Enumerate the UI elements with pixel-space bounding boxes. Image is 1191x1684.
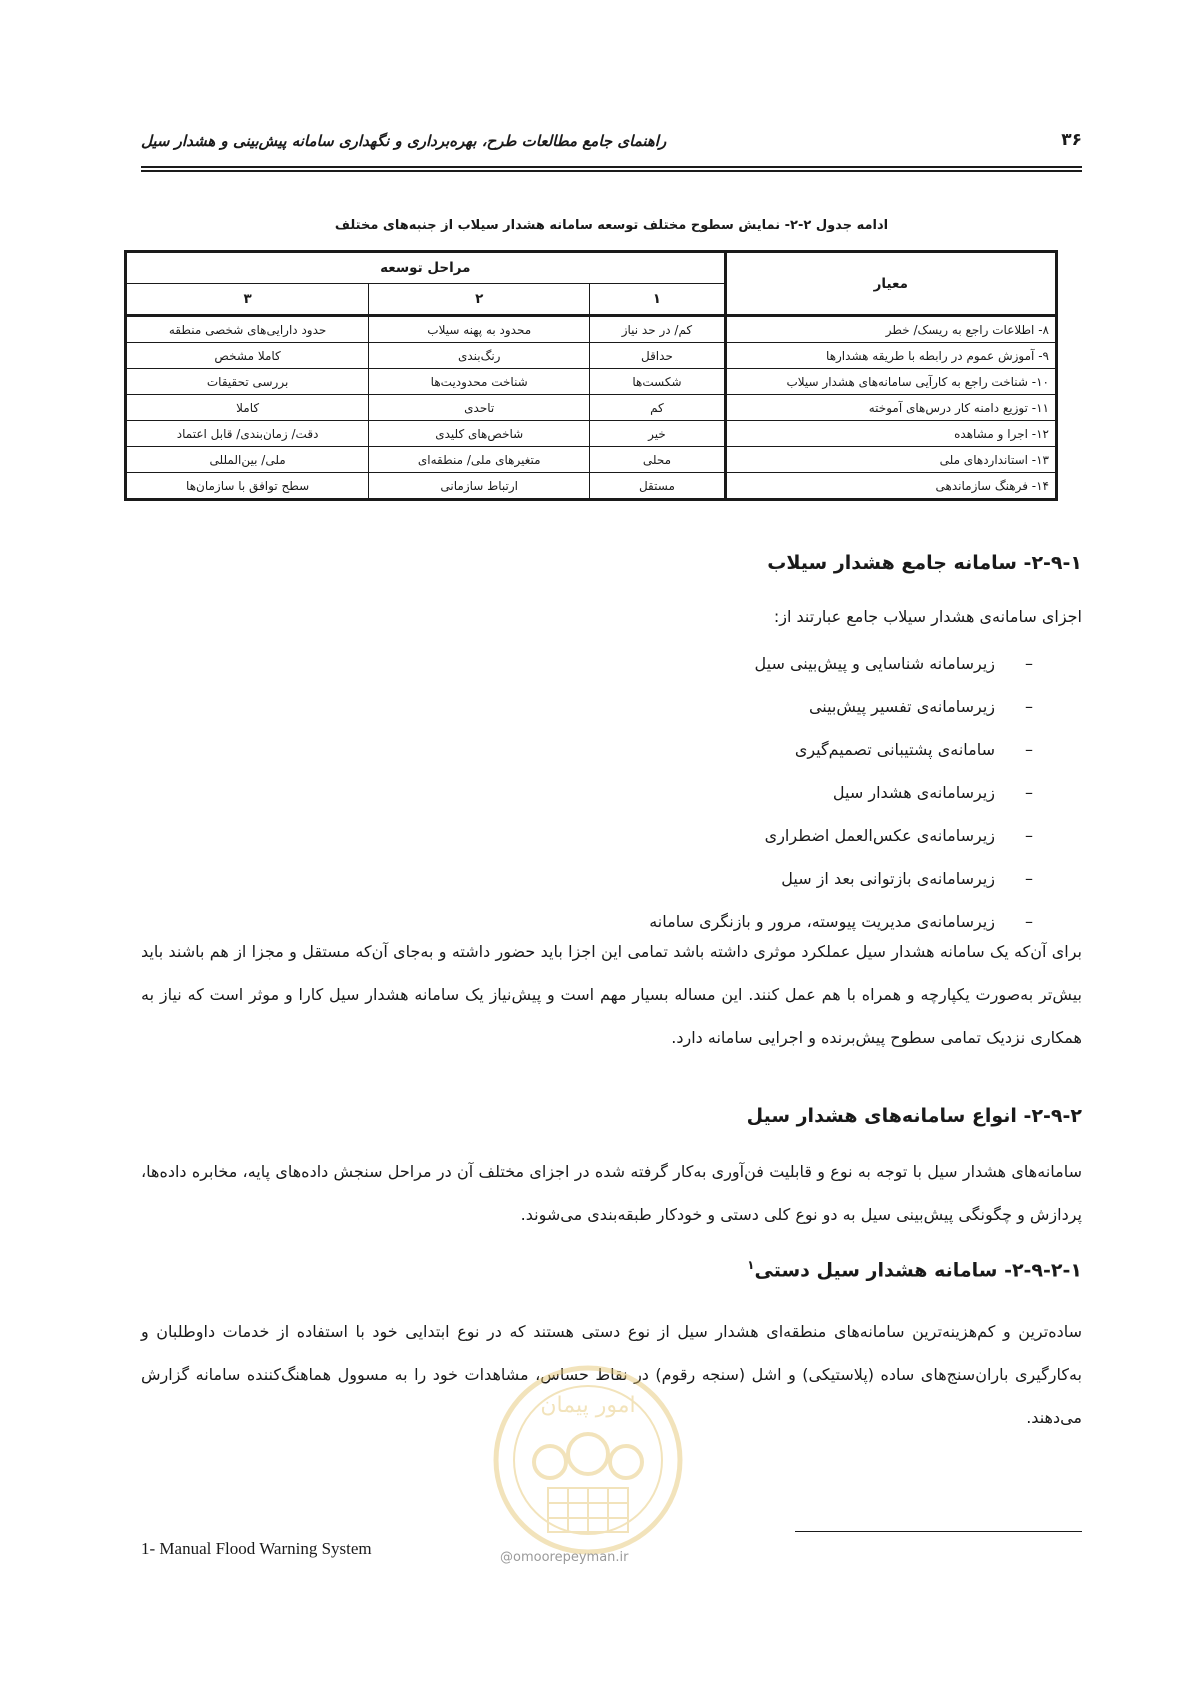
stage-1-cell: شکست‌ها xyxy=(590,369,725,395)
table-row xyxy=(126,343,1057,369)
stage-3-cell: کاملا مشخص xyxy=(126,343,369,369)
stage-2-header: ۲ xyxy=(369,284,590,316)
footnote-divider xyxy=(795,1531,1082,1532)
stage-3-cell: کاملا xyxy=(126,395,369,421)
footnote-marker: ۱ xyxy=(747,1258,755,1272)
criterion-cell: ۱۴- فرهنگ سازماندهی xyxy=(725,473,1056,500)
list-item-text: زیرسامانه‌ی تفسیر پیش‌بینی xyxy=(808,697,995,716)
development-levels-table xyxy=(124,250,1058,501)
list-item-text: زیرسامانه‌ی هشدار سیل xyxy=(832,783,995,802)
bullet-dash: – xyxy=(1025,869,1033,888)
page-number: ۳۶ xyxy=(1061,130,1082,150)
list-item xyxy=(649,857,1033,900)
table-row xyxy=(126,421,1057,447)
criterion-cell: ۱۰- شناخت راجع به کارآیی سامانه‌های هشدار سیلاب xyxy=(725,369,1056,395)
bullet-dash: – xyxy=(1025,740,1033,759)
stage-1-cell: کم/ در حد نیاز xyxy=(590,316,725,343)
list-item xyxy=(649,771,1033,814)
list-item-text: زیرسامانه شناسایی و پیش‌بینی سیل xyxy=(754,654,995,673)
bullet-dash: – xyxy=(1025,826,1033,845)
list-item xyxy=(649,642,1033,685)
criterion-cell: ۱۱- توزیع دامنه کار درس‌های آموخته xyxy=(725,395,1056,421)
components-list xyxy=(649,642,1033,943)
stage-1-cell: حداقل xyxy=(590,343,725,369)
list-item xyxy=(649,728,1033,771)
heading-text: ۲-۹-۲-۱- سامانه هشدار سیل دستی xyxy=(754,1259,1082,1282)
stage-2-cell: متغیرهای ملی/ منطقه‌ای xyxy=(369,447,590,473)
stage-3-cell: دقت/ زمان‌بندی/ قابل اعتماد xyxy=(126,421,369,447)
stage-3-cell: بررسی تحقیقات xyxy=(126,369,369,395)
watermark-seal-logo xyxy=(488,1360,688,1560)
bullet-dash: – xyxy=(1025,654,1033,673)
criterion-column-header: معیار xyxy=(725,252,1056,316)
table-caption: ادامه جدول ۲-۲- نمایش سطوح مختلف توسعه سامانه هشدار سیلاب از جنبه‌های مختلف xyxy=(334,218,889,233)
stage-2-cell: محدود به پهنه سیلاب xyxy=(369,316,590,343)
stage-3-cell: ملی/ بین‌المللی xyxy=(126,447,369,473)
section-heading-types: ۲-۹-۲- انواع سامانه‌های هشدار سیل xyxy=(746,1105,1082,1127)
stage-1-cell: محلی xyxy=(590,447,725,473)
table-row xyxy=(126,316,1057,343)
section-heading-comprehensive: ۲-۹-۱- سامانه جامع هشدار سیلاب xyxy=(767,552,1082,574)
page-header xyxy=(141,126,1082,172)
stage-2-cell: شاخص‌های کلیدی xyxy=(369,421,590,447)
stage-3-cell: حدود دارایی‌های شخصی منطقه xyxy=(126,316,369,343)
body-paragraph: ساده‌ترین و کم‌هزینه‌ترین سامانه‌های منطقه‌ای هشدار سیل از نوع دستی هستند که در نوع ابتدایی خود با استفاده از خدمات داوطلبان و به‌کارگیری باران‌سنج‌های ساده (پلاستیکی) و اشل (سنجه رقوم) در نقاط حساس، مشاهدات خود را به مسوول هماهنگ‌کننده سامانه گزارش می‌دهند. xyxy=(141,1322,1082,1427)
criterion-cell: ۹- آموزش عموم در رابطه با طریقه هشدارها xyxy=(725,343,1056,369)
criterion-cell: ۱۲- اجرا و مشاهده xyxy=(725,421,1056,447)
table-row xyxy=(126,395,1057,421)
stage-2-cell: شناخت محدودیت‌ها xyxy=(369,369,590,395)
body-paragraph: برای آن‌که یک سامانه هشدار سیل عملکرد موثری داشته باشد تمامی این اجزا باید حضور داشته و به‌جای آن‌که مستقل و مجزا از هم باشند باید بیش‌تر به‌صورت یکپارچه و همراه با هم عمل کنند. این مساله بسیار مهم است و پیش‌نیاز یک سامانه هشدار سیل کارا و موثر است که نیاز به همکاری نزدیک تمامی سطوح پیش‌برنده و اجرایی سامانه دارد. xyxy=(141,942,1082,1047)
running-title: راهنمای جامع مطالعات طرح، بهره‌برداری و نگهداری سامانه پیش‌بینی و هشدار سیل xyxy=(141,132,667,150)
criterion-cell: ۸- اطلاعات راجع به ریسک/ خطر xyxy=(725,316,1056,343)
list-item xyxy=(649,814,1033,857)
stage-1-cell: کم xyxy=(590,395,725,421)
components-intro: اجزای سامانه‌ی هشدار سیلاب جامع عبارتند از: xyxy=(773,607,1082,626)
body-paragraph: سامانه‌های هشدار سیل با توجه به نوع و قابلیت فن‌آوری به‌کار گرفته شده در اجزای مختلف آن در مراحل سنجش داده‌های پایه، مخابره داده‌ها، پردازش و چگونگی پیش‌بینی سیل به دو نوع کلی دستی و خودکار طبقه‌بندی می‌شوند. xyxy=(141,1162,1082,1224)
stage-2-cell: تاحدی xyxy=(369,395,590,421)
bullet-dash: – xyxy=(1025,783,1033,802)
stage-3-cell: سطح توافق با سازمان‌ها xyxy=(126,473,369,500)
list-item-text: زیرسامانه‌ی عکس‌العمل اضطراری xyxy=(764,826,995,845)
section-heading-manual xyxy=(747,1258,1082,1281)
footnote-text: 1- Manual Flood Warning System xyxy=(141,1539,372,1558)
table-row xyxy=(126,447,1057,473)
stage-2-cell: رنگ‌بندی xyxy=(369,343,590,369)
bullet-dash: – xyxy=(1025,697,1033,716)
criterion-cell: ۱۳- استانداردهای ملی xyxy=(725,447,1056,473)
stage-2-cell: ارتباط سازمانی xyxy=(369,473,590,500)
list-item-text: زیرسامانه‌ی بازتوانی بعد از سیل xyxy=(781,869,995,888)
list-item-text: سامانه‌ی پشتیبانی تصمیم‌گیری xyxy=(794,740,995,759)
stage-1-header: ۱ xyxy=(590,284,725,316)
bullet-dash: – xyxy=(1025,912,1033,931)
stage-1-cell: مستقل xyxy=(590,473,725,500)
watermark-logo-text: امور پیمان xyxy=(540,1393,636,1418)
watermark-url: @omoorepeyman.ir xyxy=(500,1550,629,1565)
table-row xyxy=(126,473,1057,500)
stages-column-header: مراحل توسعه xyxy=(126,252,726,284)
list-item xyxy=(649,685,1033,728)
stage-1-cell: خیر xyxy=(590,421,725,447)
list-item-text: زیرسامانه‌ی مدیریت پیوسته، مرور و بازنگری سامانه xyxy=(649,912,995,931)
table-row xyxy=(126,369,1057,395)
stage-3-header: ۳ xyxy=(126,284,369,316)
